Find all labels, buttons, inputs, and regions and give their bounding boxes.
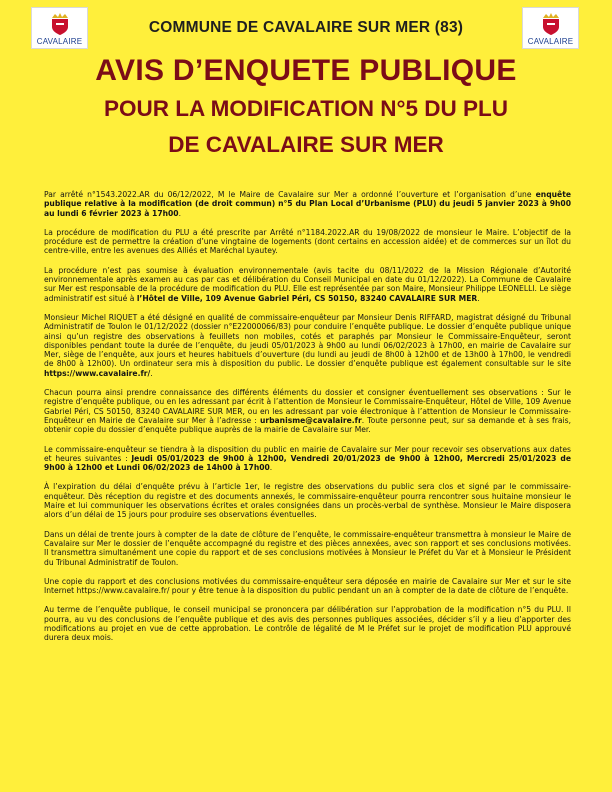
website-link[interactable]: https://www.cavalaire.fr/: [44, 368, 151, 378]
notice-title: AVIS D’ENQUETE PUBLIQUE: [95, 54, 517, 87]
paragraph-procedure: La procédure de modification du PLU a été prescrite par Arrêté n°1184.2022.AR du 19/08/2022 de monsieur le Maire. L’objectif de la procédure est de permettre la création d’une vingtaine de logements (dont certains en accession aidée) et de commerces sur un îlot du centre-ville, entre les avenues des Alliés et Maréchal Lyautey.: [44, 227, 571, 256]
paragraph-evaluation: La procédure n’est pas soumise à évaluation environnementale (avis tacite du 08/11/2022 de la Mission Régionale d’Autorité environnementale après examen au cas par cas et délibération du Conseil Municipal en date du 01/12/2022). La Commune de Cavalaire sur Mer est responsable de la procédure de modification du PLU. Elle est représentée par son Maire, Monsieur Philippe LEONELLI. Le siège administratif est situé à l’Hôtel de Ville, 109 Avenue Gabriel Péri, CS 50150, 83240 CAVALAIRE SUR MER.: [44, 265, 571, 303]
notice-subtitle-line2: DE CAVALAIRE SUR MER: [168, 132, 444, 157]
logo-wordmark: CAVALAIRE: [36, 37, 83, 46]
notice-subtitle-line1: POUR LA MODIFICATION N°5 DU PLU: [104, 96, 508, 121]
paragraph-permanences: Le commissaire-enquêteur se tiendra à la disposition du public en mairie de Cavalaire sur Mer pour recevoir ses observations aux dates et heures suivantes : Jeudi 05/01/2023 de 9h00 à 12h00, Vendredi 20/01/2023 de 9h00 à 12h00, Mercredi 25/01/2023 de 9h00 à 12h00 et Lundi 06/02/2023 de 14h00 à 17h00.: [44, 444, 571, 473]
paragraph-rapport: Dans un délai de trente jours à compter de la date de clôture de l’enquête, le commissaire-enquêteur transmettra à monsieur le Maire de Cavalaire sur Mer le dossier de l’enquête accompagné du registre et des pièces annexées, avec son rapport et ses conclusions motivées. Il transmettra simultanément une copie du rapport et de ses conclusions motivées à Monsieur le Préfet du Var et à Monsieur le Président du Tribunal Administratif de Toulon.: [44, 529, 571, 567]
logo-wordmark: CAVALAIRE: [527, 37, 574, 46]
paragraph-cloture: À l’expiration du délai d’enquête prévu à l’article 1er, le registre des observations du public sera clos et signé par le commissaire-enquêteur. Dès réception du registre et des documents annexés, le commissaire-enquêteur pourra rencontrer sous huitaine monsieur le Maire et lui communiquer les observations écrites et orales consignées dans un procès-verbal de synthèse. Monsieur le Maire disposera alors d’un délai de 15 jours pour produire ses observations éventuelles.: [44, 482, 571, 520]
paragraph-commissaire: Monsieur Michel RIQUET a été désigné en qualité de commissaire-enquêteur par Monsieur Denis RIFFARD, magistrat désigné du Tribunal Administratif de Toulon le 01/12/2022 (dossier n°E22000066/83) pour conduire l’enquête publique. Le dossier d’enquête publique unique ainsi qu’un registre des observations à feuillets non mobiles, cotés et paraphés par Monsieur le Commissaire-Enquêteur, seront disponibles pendant toute la durée de l’enquête, du jeudi 05/01/2023 à 9h00 au lundi 06/02/2023 à 17h00, en mairie de Cavalaire sur Mer, siège de l’enquête, aux jours et heures habituels d’ouverture (du lundi au jeudi de 8h00 à 12h00 et de 13h00 à 17h00, le vendredi de 8h00 à 12h00). Un ordinateur sera mis à disposition du public. Le dossier d’enquête publique est également consultable sur le site https://www.cavalaire.fr/.: [44, 312, 571, 378]
paragraph-observations: Chacun pourra ainsi prendre connaissance des différents éléments du dossier et consigner éventuellement ses observations : Sur le registre d’enquête publique, ou en les adressant par écrit à l’attention de Monsieur le Commissaire-Enquêteur, Hôtel de Ville, 109 Avenue Gabriel Péri, CS 50150, 83240 CAVALAIRE SUR MER, ou en les adressant par voie électronique à l’attention de Monsieur le Commissaire-Enquêteur en Mairie de Cavalaire sur Mer à l’adresse : urbanisme@cavalaire.fr. Toute personne peut, sur sa demande et à ses frais, obtenir copie du dossier d’enquête publique auprès de la mairie de Cavalaire sur Mer.: [44, 388, 571, 435]
paragraph-approbation: Au terme de l’enquête publique, le conseil municipal se prononcera par délibération sur l’approbation de la modification n°5 du PLU. Il pourra, au vu des conclusions de l’enquête publique et des avis des personnes publiques associées, décider s’il y a lieu d’apporter des modifications au projet en vue de cette approbation. Le contrôle de légalité de M le Préfet sur le projet de modification PLU approuvé durera deux mois.: [44, 605, 571, 643]
paragraph-copie: Une copie du rapport et des conclusions motivées du commissaire-enquêteur sera déposée en mairie de Cavalaire sur Mer et sur le site Internet https://www.cavalaire.fr/ pour y être tenue à la disposition du public pendant un an à compter de la date de clôture de l’enquête.: [44, 576, 571, 596]
commune-heading: COMMUNE DE CAVALAIRE SUR MER (83): [148, 19, 464, 36]
notice-body: [44, 190, 571, 653]
email-link[interactable]: urbanisme@cavalaire.fr: [259, 415, 362, 425]
paragraph-arrete: Par arrêté n°1543.2022.AR du 06/12/2022, M le Maire de Cavalaire sur Mer a ordonné l’ouverture et l’organisation d’une enquête publique relative à la modification (de droit commun) n°5 du Plan Local d’Urbanisme (PLU) du jeudi 5 janvier 2023 à 9h00 au lundi 6 février 2023 à 17h00.: [44, 190, 571, 218]
